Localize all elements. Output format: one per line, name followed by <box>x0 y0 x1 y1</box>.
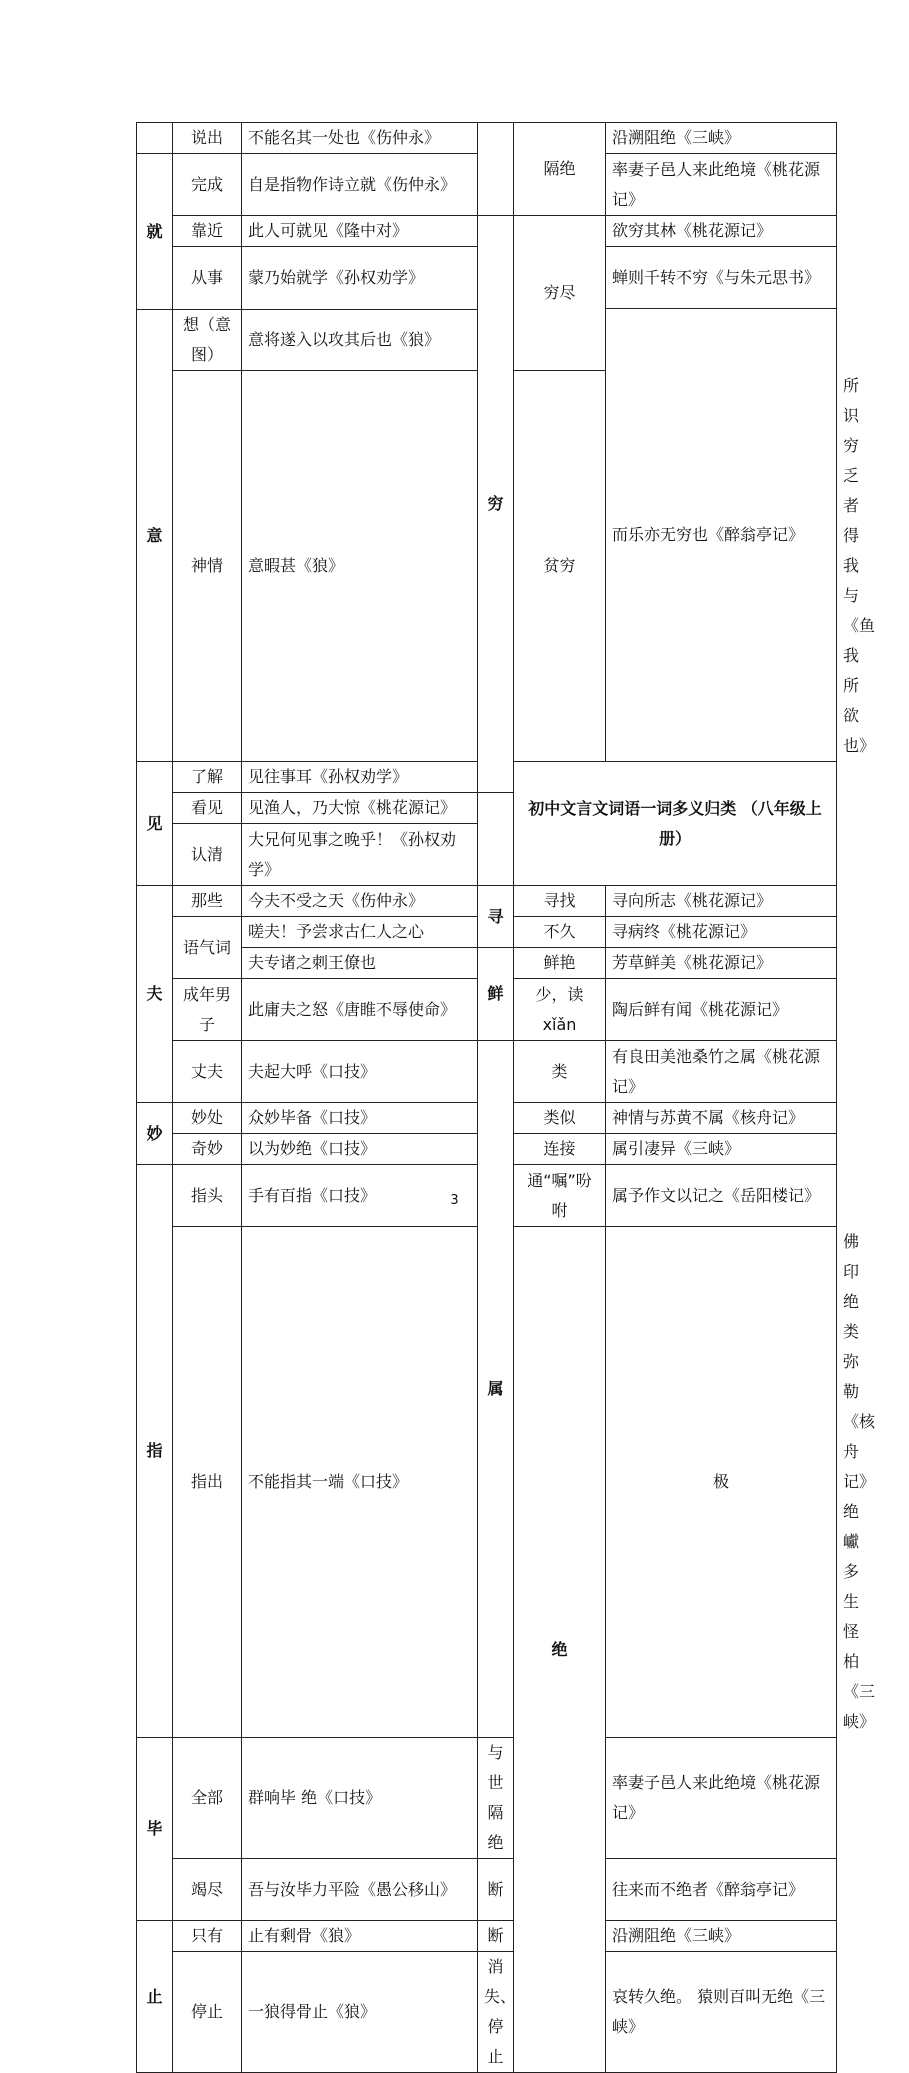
example-cell: 率妻子邑人来此绝境《桃花源记》 <box>606 1738 837 1859</box>
page-number: 3 <box>450 1193 459 1208</box>
example-cell: 今夫不受之天《伤仲永》 <box>242 886 478 917</box>
example-cell: 沿溯阻绝《三峡》 <box>606 123 837 154</box>
example-cell: 意暇甚《狼》 <box>242 371 478 762</box>
vocab-table: 说出 不能名其一处也《伤仲永》 隔绝 沿溯阻绝《三峡》 就 完成 自是指物作诗立就《伤仲永》 率妻子邑人来此绝境《桃花源记》 靠近 此人可就见《隆中对》 穷 穷尽 欲穷其林《桃花源记》 从事 蒙乃始就学《孙权劝学》 蝉则千转不穷《与朱元思书》 而乐亦无穷也《醉翁亭记》 意 想（意图） 意将遂入以攻其后也《狼》 神情 意暇甚《狼》 贫穷 所识穷乏者得我与《鱼我所欲也》 见 了解 见往事耳《孙权劝学》 初中文言文词语一词多义归类 （八年级上册） 看见 见渔人，乃大惊《桃花源记》 认清 大兄何见事之晚乎！《孙权劝学》 夫 那些 今夫不受之天《伤仲永》 寻 寻找 寻向所志《桃花源记》 语气词 嗟夫！予尝求古仁人之心 不久 寻病终《桃花源记》 夫专诸之刺王僚也 鲜 鲜艳 芳草鲜美《桃花源记》 成年男子 此庸夫之怒《唐睢不辱使命》 少，读 xǐǎn 陶后鲜有闻《桃花源记》 丈夫 夫起大呼《口技》 属 类 有良田美池桑竹之属《桃花源记》 妙 妙处 众妙毕备《口技》 类似 神情与苏黄不属《核舟记》 奇妙 以为妙绝《口技》 连接 属引凄异《三峡》 指 指头 手有百指《口技》 通“嘱”吩咐 属予作文以记之《岳阳楼记》 指出 不能指其一端《口技》 绝 极 佛印绝类弥勒《核舟记》 绝巘多生怪柏《三峡》 毕 全部 群响毕 绝《口技》 与世隔绝 率妻子邑人来此绝境《桃花源记》 竭尽 吾与汝毕力平险《愚公移山》 断 往来而不绝者《醉翁亭记》 止 只有 止有剩骨《狼》 断 沿溯阻绝《三峡》 停止 一狼得骨止《狼》 消失、停止 哀转久绝。 猿则百叫无绝《三峡》 <box>136 122 837 2073</box>
example-cell: 率妻子邑人来此绝境《桃花源记》 <box>606 154 837 216</box>
example-cell: 不能名其一处也《伤仲永》 <box>242 123 478 154</box>
char-cell: 意 <box>137 310 173 762</box>
example-cell: 吾与汝毕力平险《愚公移山》 <box>242 1859 478 1921</box>
meaning-cell: 靠近 <box>173 216 242 247</box>
meaning-cell: 神情 <box>173 371 242 762</box>
example-cell: 寻病终《桃花源记》 <box>606 917 837 948</box>
example-cell: 群响毕 绝《口技》 <box>242 1738 478 1859</box>
meaning-cell: 丈夫 <box>173 1041 242 1103</box>
page-title: 初中文言文词语一词多义归类 （八年级上册） <box>514 762 837 886</box>
meaning-cell: 断 <box>478 1859 514 1921</box>
example-cell: 夫专诸之刺王僚也 <box>242 948 478 979</box>
meaning-cell: 极 <box>606 1227 837 1738</box>
char-cell: 寻 <box>478 886 514 948</box>
char-cell: 就 <box>137 154 173 310</box>
meaning-cell: 妙处 <box>173 1103 242 1134</box>
meaning-cell: 从事 <box>173 247 242 310</box>
char-cell: 夫 <box>137 886 173 1103</box>
meaning-cell: 完成 <box>173 154 242 216</box>
char-cell: 属 <box>478 1041 514 1738</box>
meaning-cell: 语气词 <box>173 917 242 979</box>
example-cell: 属予作文以记之《岳阳楼记》 <box>606 1165 837 1227</box>
meaning-cell: 类似 <box>514 1103 606 1134</box>
example-cell: 往来而不绝者《醉翁亭记》 <box>606 1859 837 1921</box>
meaning-cell: 奇妙 <box>173 1134 242 1165</box>
meaning-cell: 看见 <box>173 793 242 824</box>
example-cell: 蝉则千转不穷《与朱元思书》 <box>606 247 837 309</box>
meaning-cell: 穷尽 <box>514 216 606 371</box>
example-cell: 以为妙绝《口技》 <box>242 1134 478 1165</box>
char-cell: 止 <box>137 1921 173 2073</box>
meaning-cell: 了解 <box>173 762 242 793</box>
example-cell: 芳草鲜美《桃花源记》 <box>606 948 837 979</box>
meaning-cell: 成年男子 <box>173 979 242 1041</box>
example-cell: 夫起大呼《口技》 <box>242 1041 478 1103</box>
meaning-cell: 消失、停止 <box>478 1952 514 2073</box>
meaning-cell: 停止 <box>173 1952 242 2073</box>
example-cell: 属引凄异《三峡》 <box>606 1134 837 1165</box>
char-cell: 绝 <box>514 1227 606 2073</box>
char-cell: 见 <box>137 762 173 886</box>
char-cell <box>137 123 173 154</box>
meaning-cell: 竭尽 <box>173 1859 242 1921</box>
example-cell: 陶后鲜有闻《桃花源记》 <box>606 979 837 1041</box>
example-cell: 意将遂入以攻其后也《狼》 <box>242 310 478 371</box>
example-cell: 大兄何见事之晚乎！《孙权劝学》 <box>242 824 478 886</box>
meaning-cell: 少，读 xǐǎn <box>514 979 606 1041</box>
example-cell: 寻向所志《桃花源记》 <box>606 886 837 917</box>
example-cell: 手有百指《口技》 <box>242 1165 478 1227</box>
example-cell: 自是指物作诗立就《伤仲永》 <box>242 154 478 216</box>
meaning-cell: 通“嘱”吩咐 <box>514 1165 606 1227</box>
example-cell: 不能指其一端《口技》 <box>242 1227 478 1738</box>
meaning-cell: 全部 <box>173 1738 242 1859</box>
example-cell: 嗟夫！予尝求古仁人之心 <box>242 917 478 948</box>
example-cell: 欲穷其林《桃花源记》 <box>606 216 837 247</box>
meaning-cell: 寻找 <box>514 886 606 917</box>
meaning-cell: 鲜艳 <box>514 948 606 979</box>
meaning-cell: 认清 <box>173 824 242 886</box>
char-cell: 穷 <box>478 216 514 793</box>
char-cell: 指 <box>137 1165 173 1738</box>
example-cell: 沿溯阻绝《三峡》 <box>606 1921 837 1952</box>
char-cell <box>478 123 514 216</box>
meaning-cell: 断 <box>478 1921 514 1952</box>
meaning-cell: 指出 <box>173 1227 242 1738</box>
meaning-cell: 指头 <box>173 1165 242 1227</box>
meaning-cell: 贫穷 <box>514 371 606 762</box>
meaning-cell: 类 <box>514 1041 606 1103</box>
meaning-cell: 说出 <box>173 123 242 154</box>
example-cell: 众妙毕备《口技》 <box>242 1103 478 1134</box>
meaning-cell: 连接 <box>514 1134 606 1165</box>
meaning-cell: 那些 <box>173 886 242 917</box>
example-cell: 见往事耳《孙权劝学》 <box>242 762 478 793</box>
example-cell: 见渔人，乃大惊《桃花源记》 <box>242 793 478 824</box>
example-cell: 神情与苏黄不属《核舟记》 <box>606 1103 837 1134</box>
char-cell: 鲜 <box>478 948 514 1041</box>
char-cell: 妙 <box>137 1103 173 1165</box>
example-cell: 一狼得骨止《狼》 <box>242 1952 478 2073</box>
example-cell: 哀转久绝。 猿则百叫无绝《三峡》 <box>606 1952 837 2073</box>
meaning-cell: 与世隔绝 <box>478 1738 514 1859</box>
meaning-cell: 只有 <box>173 1921 242 1952</box>
example-cell: 有良田美池桑竹之属《桃花源记》 <box>606 1041 837 1103</box>
meaning-cell: 想（意图） <box>173 310 242 371</box>
example-cell: 此庸夫之怒《唐睢不辱使命》 <box>242 979 478 1041</box>
meaning-cell: 不久 <box>514 917 606 948</box>
example-cell: 此人可就见《隆中对》 <box>242 216 478 247</box>
char-cell: 毕 <box>137 1738 173 1921</box>
example-cell: 蒙乃始就学《孙权劝学》 <box>242 247 478 310</box>
example-cell: 止有剩骨《狼》 <box>242 1921 478 1952</box>
meaning-cell: 隔绝 <box>514 123 606 216</box>
example-cell: 而乐亦无穷也《醉翁亭记》 <box>606 309 837 762</box>
